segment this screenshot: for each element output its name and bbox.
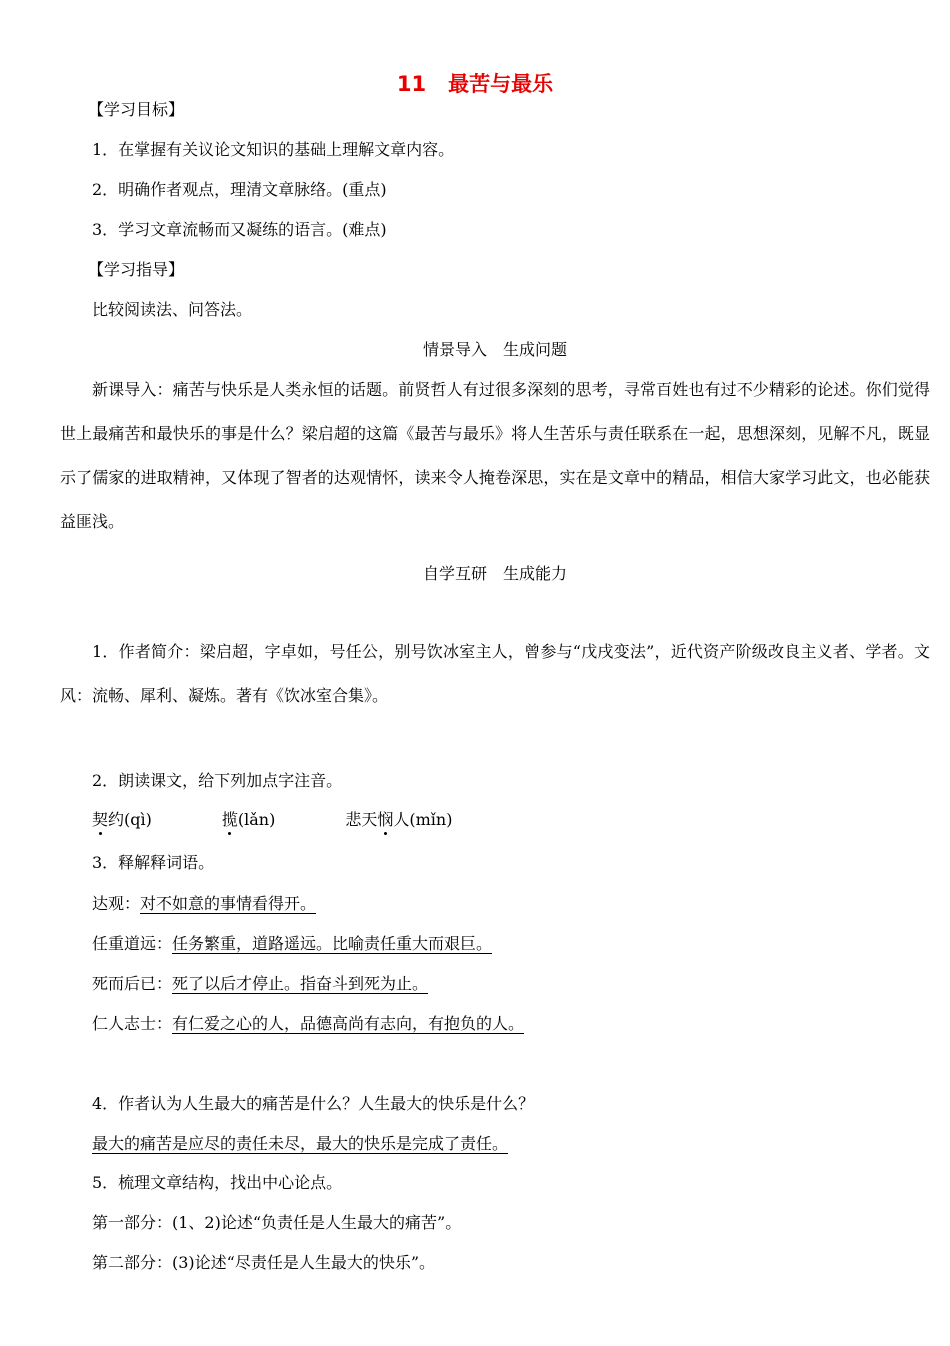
term-definition-row [92, 933, 492, 955]
question-4-prompt: 4．作者认为人生最大的痛苦是什么？人生最大的快乐是什么？ [92, 1094, 535, 1113]
page-title [0, 70, 950, 98]
objectives-header: 【学习目标】 [88, 100, 185, 119]
dotted-char: 契 [92, 810, 109, 829]
objective-item: 1．在掌握有关议论文知识的基础上理解文章内容。 [92, 140, 455, 159]
term: 达观： [92, 894, 141, 913]
term: 死而后已： [92, 974, 173, 993]
term-definition-row [92, 973, 428, 995]
intro-paragraph: 新课导入：痛苦与快乐是人类永恒的话题。前贤哲人有过很多深刻的思考，寻常百姓也有过不少精彩的论述。你们觉得世上最痛苦和最快乐的事是什么？梁启超的这篇《最苦与最乐》将人生苦乐与责任联系在一起，思想深刻，见解不凡，既显示了儒家的进取精神，又体现了智者的达观情怀，读来令人掩卷深思，实在是文章中的精品，相信大家学习此文，也必能获益匪浅。 [60, 380, 930, 531]
pinyin-items [92, 809, 452, 831]
structure-part: 第一部分：(1、2)论述“负责任是人生最大的痛苦”。 [92, 1213, 462, 1232]
pinyin-item: 悲天悯人(mǐn) [345, 810, 453, 829]
lesson-number: 11 [396, 72, 427, 96]
section-heading-selfstudy: 自学互研 生成能力 [422, 564, 567, 583]
question-4-answer: 最大的痛苦是应尽的责任未尽，最大的快乐是完成了责任。 [92, 1134, 509, 1153]
pinyin-item: 契约(qì) [92, 810, 152, 829]
term-definition-row [92, 1013, 524, 1035]
term-definition: 死了以后才停止。指奋斗到死为止。 [172, 974, 429, 993]
objective-item: 2．明确作者观点，理清文章脉络。(重点) [92, 180, 387, 199]
question-3-prompt: 3．释解释词语。 [92, 853, 215, 872]
structure-part: 第二部分：(3)论述“尽责任是人生最大的快乐”。 [92, 1253, 436, 1272]
section-heading-intro: 情景导入 生成问题 [422, 340, 567, 359]
term: 任重道远： [92, 934, 173, 953]
guidance-header: 【学习指导】 [88, 260, 185, 279]
pinyin-item: 揽(lǎn) [221, 810, 276, 829]
question-2-prompt: 2．朗读课文，给下列加点字注音。 [92, 771, 343, 790]
term-definition: 对不如意的事情看得开。 [140, 894, 317, 913]
term-definition: 任务繁重，道路遥远。比喻责任重大而艰巨。 [172, 934, 493, 953]
lesson-title: 最苦与最乐 [448, 72, 554, 96]
dotted-char: 揽 [221, 810, 238, 829]
dotted-char: 悯 [377, 810, 394, 829]
term-definition-row [92, 893, 316, 915]
question-1-author-bio: 1．作者简介：梁启超，字卓如，号任公，别号饮冰室主人，曾参与“戊戌变法”，近代资产阶级改良主义者、学者。文风：流畅、犀利、凝炼。著有《饮冰室合集》。 [60, 642, 930, 705]
guidance-text: 比较阅读法、问答法。 [92, 300, 253, 319]
objective-item: 3．学习文章流畅而又凝练的语言。(难点) [92, 220, 387, 239]
term-definition: 有仁爱之心的人，品德高尚有志向，有抱负的人。 [172, 1014, 525, 1033]
term: 仁人志士： [92, 1014, 173, 1033]
question-5-prompt: 5．梳理文章结构，找出中心论点。 [92, 1173, 343, 1192]
